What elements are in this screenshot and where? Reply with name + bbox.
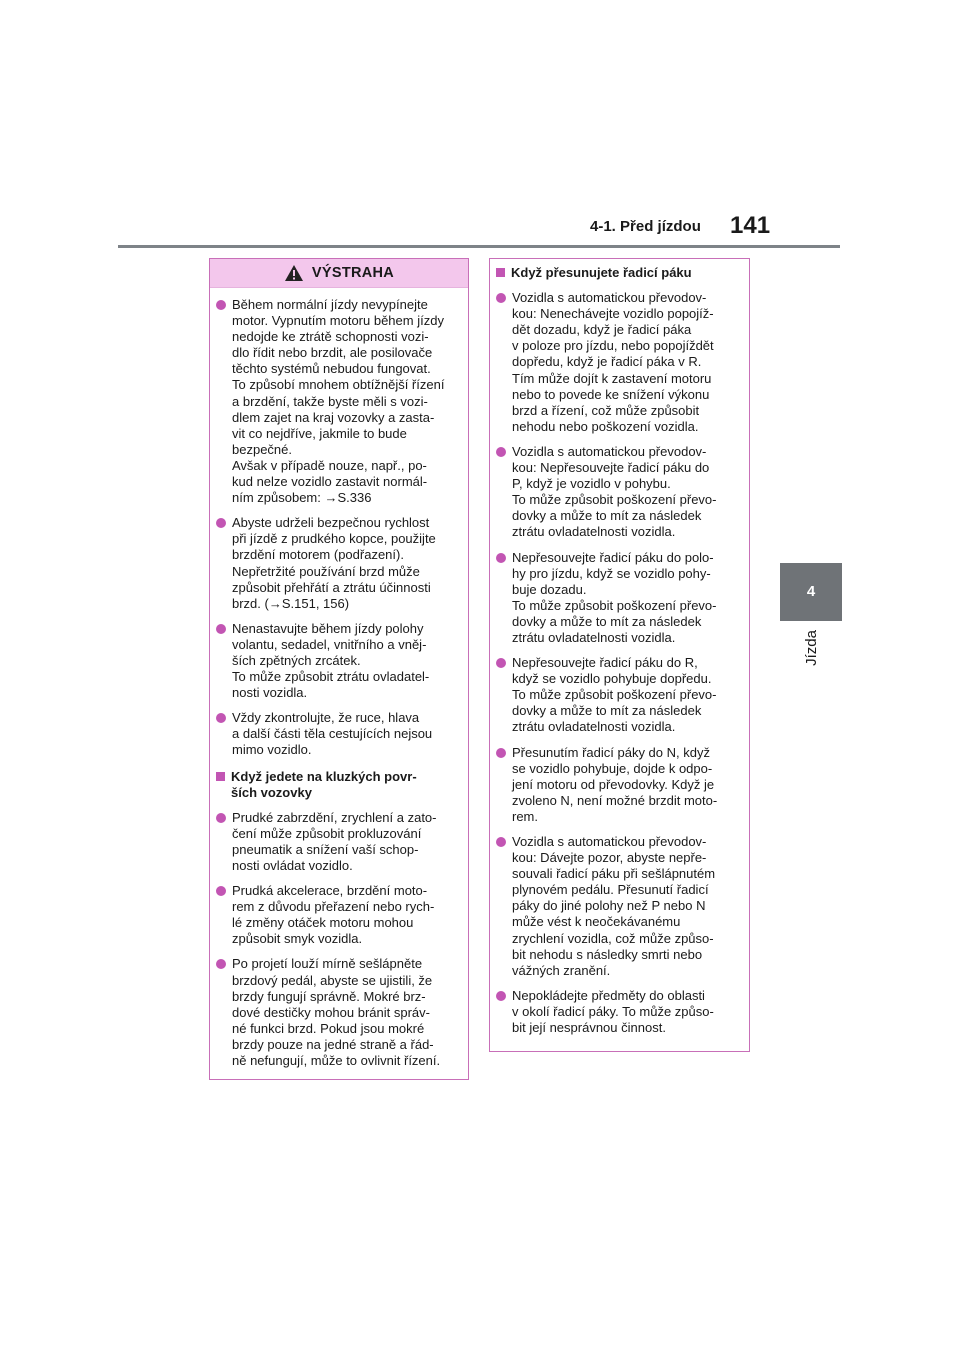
list-item <box>496 290 741 435</box>
bullet-dot-icon <box>216 813 226 823</box>
bullet-dot-icon <box>216 713 226 723</box>
warning-title: VÝSTRAHA <box>311 265 395 281</box>
item-text: Vozidla s automatickou převodov- kou: Nenechávejte vozidlo popojíž- dět dozadu, když je řadicí páka v poloze pro jízdu, nebo popojíždět dopředu, když je řadicí páka v R. Tím může dojít k zastavení motoru nebo to povede ke snížení výkonu brzd a řízení, což může způsobit nehodu nebo poškození vozidla. <box>512 290 714 434</box>
list-item <box>216 515 460 612</box>
bullet-dot-icon <box>216 300 226 310</box>
item-text: Po projetí louží mírně sešlápněte brzdový pedál, abyste se ujistili, že brzdy fungují správně. Mokré brz- dové destičky mohou bránit správ- né funkci brzd. Pokud jsou mokré brzdy pouze na jedné straně a řád- ně nefungují, může to ovlivnit řízení. <box>232 956 441 1069</box>
item-text: Vozidla s automatickou převodov- kou: Nepřesouvejte řadicí páku do P, když je vozidlo v pohybu. To může způsobit poškození převo- dovky a může to mít za následek ztrátu ovladatelnosti vozidla. <box>512 443 717 540</box>
item-text: Prudké zabrzdění, zrychlení a zato- čení může způsobit prokluzování pneumatik a snížení vaší schop- nosti ovládat vozidlo. <box>232 809 437 873</box>
square-bullet-icon <box>496 268 505 277</box>
list-item <box>496 988 741 1036</box>
bullet-dot-icon <box>216 886 226 896</box>
warning-triangle-icon <box>284 264 304 282</box>
chapter-label: Jízda <box>803 630 820 666</box>
header-divider <box>118 245 840 248</box>
warning-box-left <box>209 258 469 1080</box>
list-item <box>216 621 460 701</box>
warning-header <box>210 259 468 288</box>
list-item <box>496 550 741 647</box>
list-item <box>216 956 460 1069</box>
item-text: Nepřesouvejte řadicí páku do R, když se vozidlo pohybuje dopředu. To může způsobit poškození převo- dovky a může to mít za následek ztrátu ovladatelnosti vozidla. <box>512 655 717 735</box>
subheading <box>496 265 741 281</box>
item-text: Vozidla s automatickou převodov- kou: Dávejte pozor, abyste nepře- souvali řadicí páku při sešlápnutém plynovém pedálu. Přesunutí řadicí páky do jiné polohy než P nebo N může vést k neočekávanému zrychlení vozidla, což může způso- bit nehodu s následky smrti nebo vážných zranění. <box>512 834 716 978</box>
list-item <box>216 883 460 947</box>
item-text: Nepokládejte předměty do oblasti v okolí řadicí páky. To může způso- bit její nesprávnou činnost. <box>512 987 714 1036</box>
bullet-dot-icon <box>496 293 506 303</box>
subheading-text: Když jedete na kluzkých povr- ších vozovky <box>231 768 417 800</box>
item-text: Prudká akcelerace, brzdění moto- rem z důvodu přeřazení nebo rych- lé změny otáček motoru mohou způsobit smyk vozidla. <box>232 883 435 947</box>
page-number: 141 <box>730 212 771 239</box>
item-text: Během normální jízdy nevypínejte motor. Vypnutím motoru během jízdy nedojde ke ztrátě schopnosti vozi- dlo řídit nebo brzdit, ale posilovače těchto systémů nebudou fungovat. To způsobí mnohem obtížnější řízení a brzdění, takže byste měli s vozi- dlem zajet na kraj vozovky a zasta- vit co nejdříve, jakmile to bude bezpečné. Avšak v případě nouze, např., po- kud nelze vozidlo zastavit normál- ním způsobem: →S.336 <box>232 297 445 506</box>
bullet-dot-icon <box>216 959 226 969</box>
subheading-text: Když přesunujete řadicí páku <box>511 265 692 280</box>
bullet-dot-icon <box>496 658 506 668</box>
warning-box-right <box>489 258 750 1052</box>
item-text: Vždy zkontrolujte, že ruce, hlava a další části těla cestujících nejsou mimo vozidlo. <box>232 710 433 758</box>
section-title: 4-1. Před jízdou <box>590 218 701 235</box>
bullet-dot-icon <box>216 624 226 634</box>
item-text: Nepřesouvejte řadicí páku do polo- hy pro jízdu, když se vozidlo pohy- buje dozadu. To může způsobit poškození převo- dovky a může to mít za následek ztrátu ovladatelnosti vozidla. <box>512 549 717 645</box>
item-text: Nenastavujte během jízdy polohy volantu, sedadel, vnitřního a vněj- ších zpětných zrcátek. To může způsobit ztrátu ovladatel- nosti vozidla. <box>232 620 430 701</box>
list-item <box>216 810 460 874</box>
bullet-dot-icon <box>496 837 506 847</box>
bullet-dot-icon <box>496 991 506 1001</box>
chapter-tab[interactable]: 4 <box>780 563 842 621</box>
bullet-dot-icon <box>496 553 506 563</box>
bullet-dot-icon <box>496 447 506 457</box>
list-item <box>216 710 460 758</box>
bullet-dot-icon <box>216 518 226 528</box>
square-bullet-icon <box>216 772 225 781</box>
list-item <box>496 655 741 735</box>
subheading <box>216 769 460 801</box>
list-item <box>496 444 741 541</box>
item-text: Abyste udrželi bezpečnou rychlost při jízdě z prudkého kopce, použijte brzdění motorem (podřazení). Nepřetržité používání brzd může způsobit přehřátí a ztrátu účinnosti brzd. (→S.151, 156) <box>232 515 436 611</box>
bullet-dot-icon <box>496 748 506 758</box>
list-item <box>216 297 460 506</box>
list-item <box>496 834 741 979</box>
list-item <box>496 745 741 825</box>
item-text: Přesunutím řadicí páky do N, když se vozidlo pohybuje, dojde k odpo- jení motoru od převodovky. Když je zvoleno N, není možné brzdit moto- rem. <box>512 744 718 824</box>
